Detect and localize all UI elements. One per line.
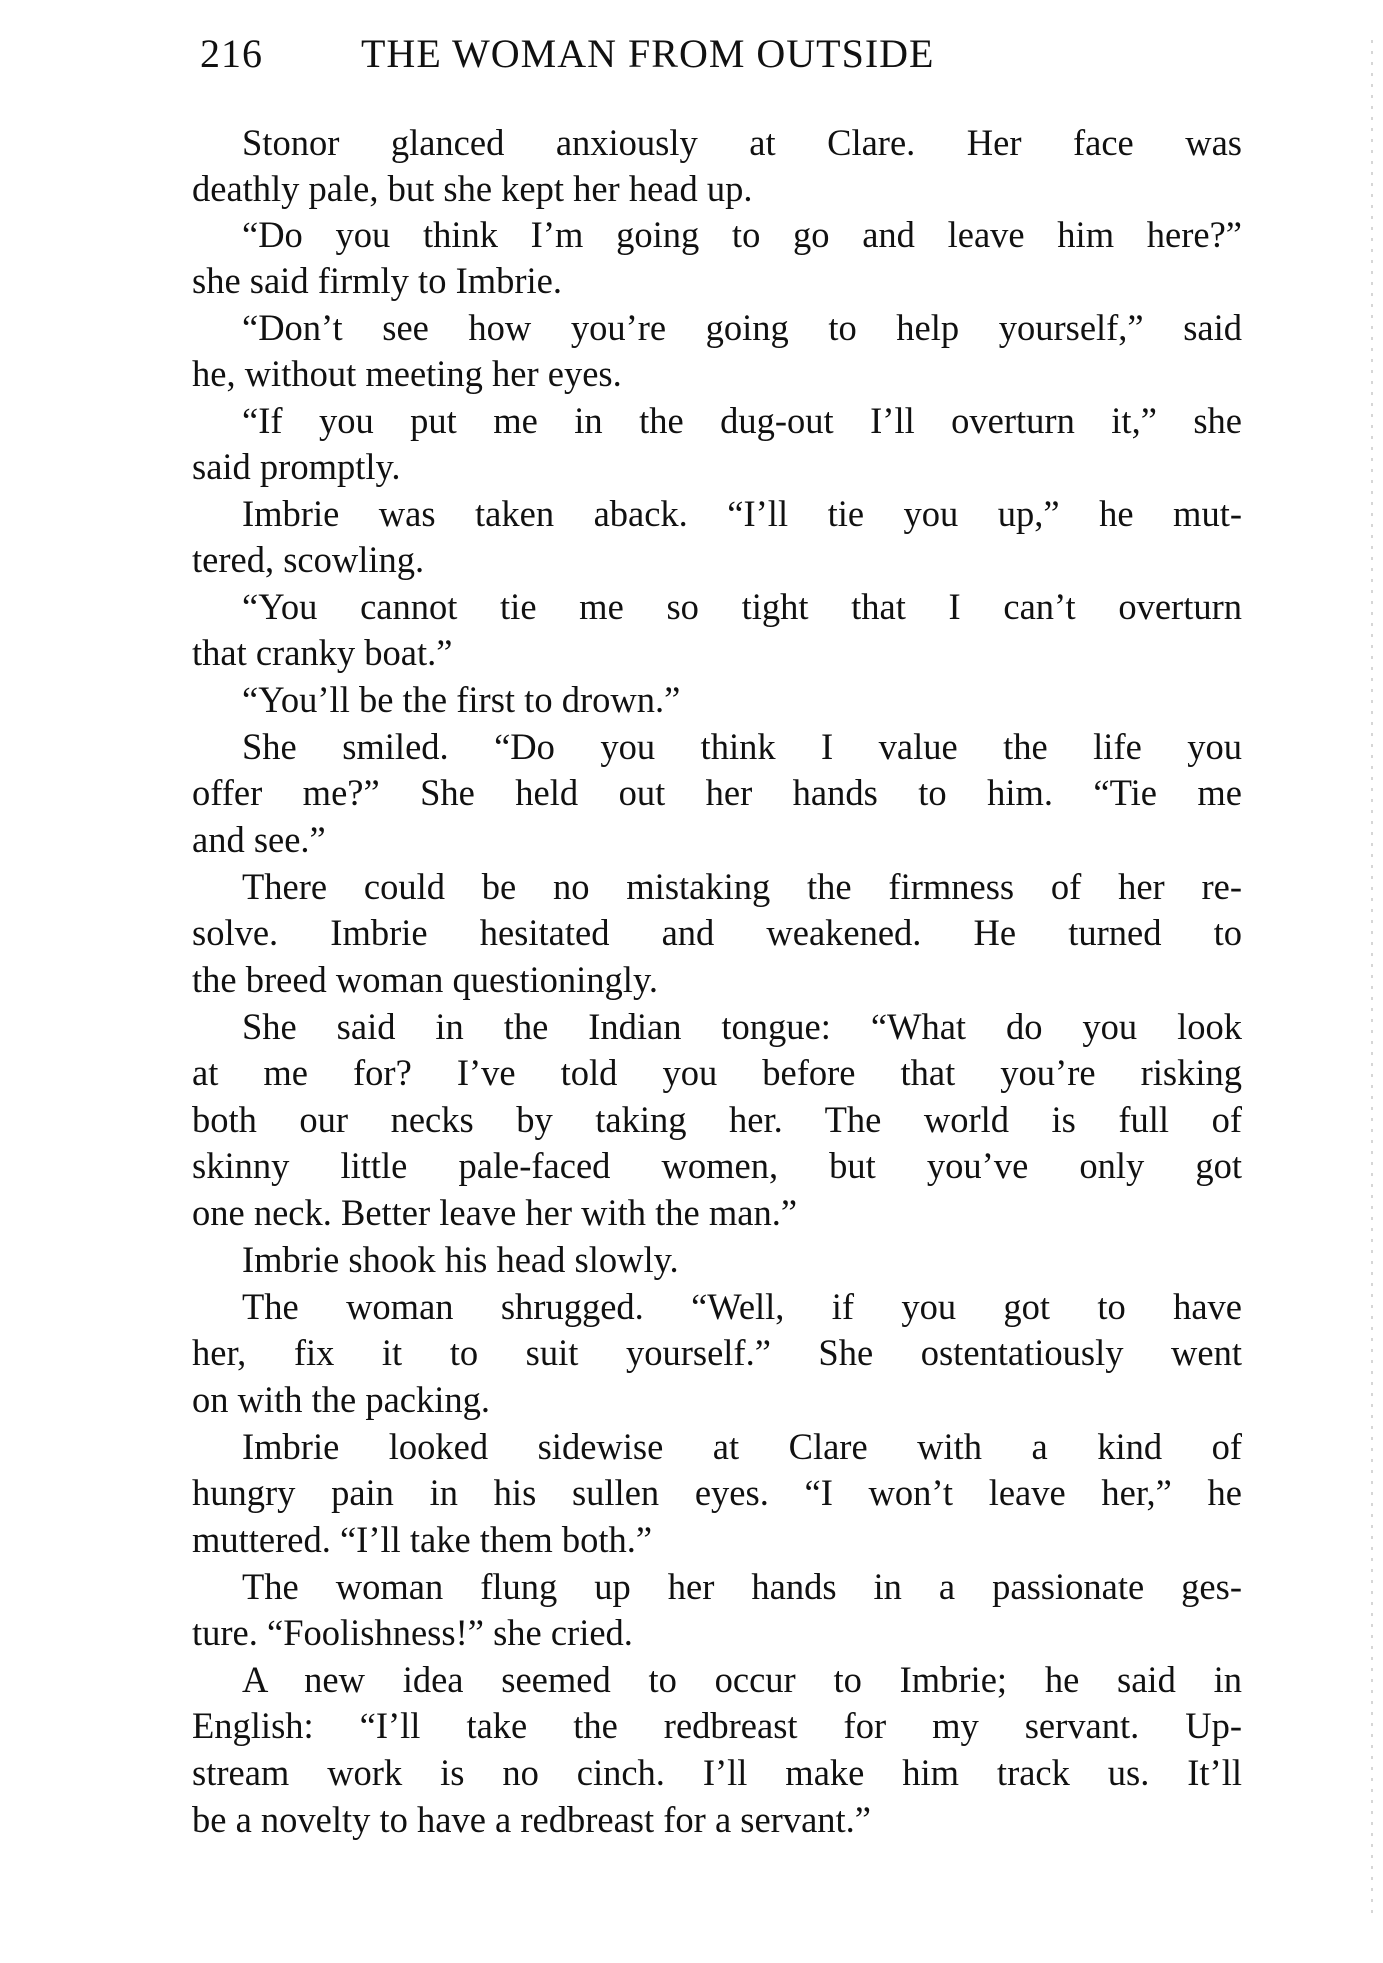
page-edge-shadow	[1371, 40, 1373, 1920]
text-line: Imbrie shook his head slowly.	[242, 1239, 679, 1280]
text-line: said promptly.	[192, 446, 401, 487]
text-line: the breed woman questioningly.	[192, 959, 658, 1000]
text-line: that cranky boat.”	[192, 632, 453, 673]
text-line: offer me?” She held out her hands to him. “Tie me	[192, 772, 1242, 813]
text-line: both our necks by taking her. The world is full of	[192, 1099, 1242, 1140]
text-line: Imbrie looked sidewise at Clare with a kind of	[242, 1426, 1242, 1467]
text-line: her, fix it to suit yourself.” She ostentatiously went	[192, 1332, 1242, 1373]
text-line: A new idea seemed to occur to Imbrie; he said in	[242, 1659, 1242, 1700]
text-line: hungry pain in his sullen eyes. “I won’t leave her,” he	[192, 1472, 1242, 1513]
text-line: at me for? I’ve told you before that you’re risking	[192, 1052, 1242, 1093]
text-line: Imbrie was taken aback. “I’ll tie you up,” he mut-	[242, 493, 1242, 534]
text-line: Stonor glanced anxiously at Clare. Her face was	[242, 122, 1242, 163]
text-line: She smiled. “Do you think I value the life you	[242, 726, 1242, 767]
text-line: be a novelty to have a redbreast for a servant.”	[192, 1799, 871, 1840]
text-line: deathly pale, but she kept her head up.	[192, 168, 753, 209]
text-line: “If you put me in the dug-out I’ll overturn it,” she	[242, 400, 1242, 441]
text-line: one neck. Better leave her with the man.”	[192, 1192, 798, 1233]
text-line: she said firmly to Imbrie.	[192, 260, 562, 301]
text-line: The woman shrugged. “Well, if you got to have	[242, 1286, 1242, 1327]
text-line: skinny little pale-faced women, but you’ve only got	[192, 1145, 1242, 1186]
text-line: “You’ll be the first to drown.”	[242, 679, 681, 720]
text-line: solve. Imbrie hesitated and weakened. He turned to	[192, 912, 1242, 953]
text-line: “Don’t see how you’re going to help yourself,” said	[242, 307, 1242, 348]
book-title: THE WOMAN FROM OUTSIDE	[361, 31, 935, 76]
text-line: stream work is no cinch. I’ll make him track us. It’ll	[192, 1752, 1242, 1793]
text-line: on with the packing.	[192, 1379, 491, 1420]
text-line: he, without meeting her eyes.	[192, 353, 622, 394]
text-line: There could be no mistaking the firmness of her re-	[242, 866, 1242, 907]
text-line: She said in the Indian tongue: “What do you look	[242, 1006, 1242, 1047]
text-line: “You cannot tie me so tight that I can’t overturn	[242, 586, 1242, 627]
text-line: The woman flung up her hands in a passionate ges-	[242, 1566, 1242, 1607]
text-line: tered, scowling.	[192, 539, 425, 580]
text-line: muttered. “I’ll take them both.”	[192, 1519, 653, 1560]
text-line: ture. “Foolishness!” she cried.	[192, 1612, 633, 1653]
text-line: and see.”	[192, 819, 326, 860]
text-line: English: “I’ll take the redbreast for my servant. Up-	[192, 1705, 1242, 1746]
running-head	[200, 24, 1240, 84]
page-number: 216	[200, 31, 263, 76]
text-line: “Do you think I’m going to go and leave him here?”	[242, 214, 1242, 255]
